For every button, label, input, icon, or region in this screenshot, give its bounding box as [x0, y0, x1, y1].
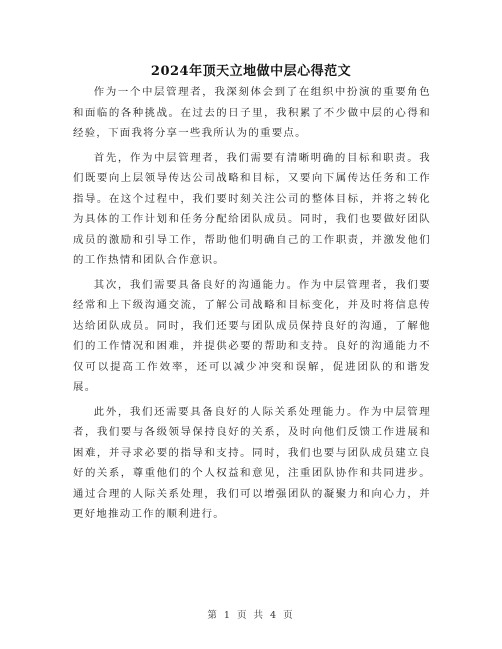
document-title: 2024年顶天立地做中层心得范文: [150, 64, 352, 79]
paragraph-intro: 作为一个中层管理者，我深刻体会到了在组织中扮演的重要角色和面临的各种挑战。在过去的日子里，我积累了不少做中层的心得和经验，下面我将分享一些我所认为的重要点。: [73, 86, 431, 139]
paragraph-communication: 其次，我们需要具备良好的沟通能力。作为中层管理者，我们要经常和上下级沟通交流，了解公司战略和目标变化，并及时将信息传达给团队成员。同时，我们还要与团队成员保持良好的沟通，了解他们的工作情况和困难，并提供必要的帮助和支持。良好的沟通能力不仅可以提高工作效率，还可以减少冲突和误解，促进团队的和谐发展。: [73, 278, 431, 393]
document-body: [73, 82, 431, 525]
paragraph-relationships: 此外，我们还需要具备良好的人际关系处理能力。作为中层管理者，我们要与各级领导保持良好的关系，及时向他们反馈工作进展和困难，并寻求必要的指导和支持。同时，我们也要与团队成员建立良好的关系，尊重他们的个人权益和意见，注重团队协作和共同进步。通过合理的人际关系处理，我们可以增强团队的凝聚力和向心力，并更好地推动工作的顺利进行。: [73, 405, 431, 520]
page-number-footer: 第 1 页 共 4 页: [207, 610, 295, 621]
paragraph-goals: 首先，作为中层管理者，我们需要有清晰明确的目标和职责。我们既要向上层领导传达公司战略和目标，又要向下属传达任务和工作指导。在这个过程中，我们要时刻关注公司的整体目标，并将之转化为具体的工作计划和任务分配给团队成员。同时，我们也要做好团队成员的激励和引导工作，帮助他们明确自己的工作职责，并激发他们的工作热情和团队合作意识。: [73, 151, 431, 266]
